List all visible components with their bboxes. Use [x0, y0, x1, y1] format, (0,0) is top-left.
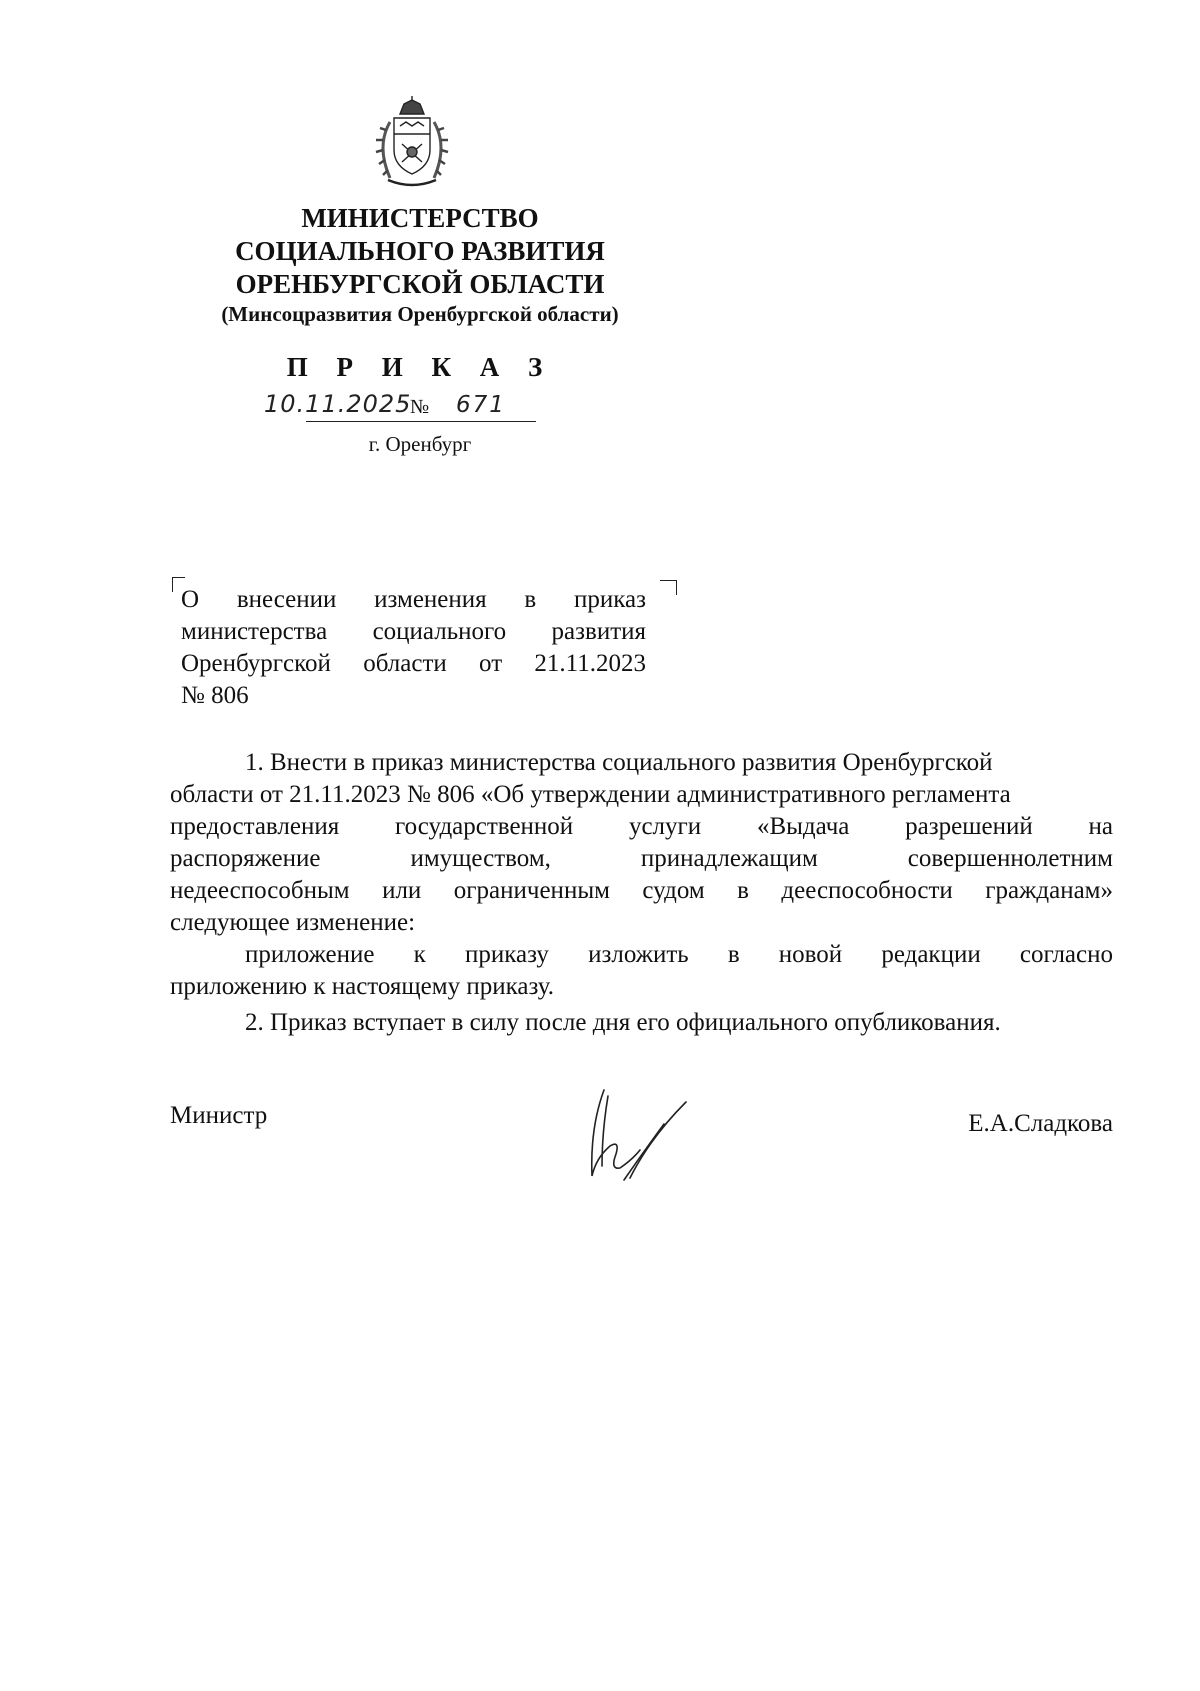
signatory-name: Е.А.Сладкова [968, 1110, 1113, 1137]
subject-line: О внесении изменения в приказ [181, 586, 646, 613]
body-line: следующее изменение: [170, 909, 416, 936]
order-number: 671 [456, 392, 506, 418]
ministry-short-name: (Минсоцразвития Оренбургской области) [221, 302, 619, 326]
body-line: 1. Внести в приказ министерства социального развития Оренбургской [245, 749, 993, 776]
body-line: приложению к настоящему приказу. [170, 973, 555, 1000]
body-line: приложение к приказу изложить в новой редакции согласно [245, 941, 1113, 968]
document-type-title: П Р И К А З [286, 352, 554, 382]
subject-line: № 806 [181, 682, 249, 709]
ministry-name-line3: ОРЕНБУРГСКОЙ ОБЛАСТИ [235, 269, 605, 299]
body-line: недееспособным или ограниченным судом в дееспособности гражданам» [170, 877, 1113, 904]
signatory-title: Министр [170, 1102, 268, 1129]
order-date: 10.11.2025 [264, 390, 412, 418]
paragraph-2 [170, 939, 1113, 1003]
handwritten-signature [580, 1088, 700, 1188]
date-number-underline [306, 421, 536, 422]
subject-line: министерства социального развития [181, 618, 646, 645]
body-line: 2. Приказ вступает в силу после дня его официального опубликования. [245, 1009, 1001, 1036]
paragraph-3 [170, 1007, 1113, 1039]
body-line: распоряжение имуществом, принадлежащим совершеннолетним [170, 845, 1113, 872]
order-subject [181, 584, 646, 712]
city-name: г. Оренбург [368, 432, 472, 456]
ministry-name-line1: МИНИСТЕРСТВО [301, 203, 539, 233]
oren-coat-of-arms-icon [364, 96, 460, 192]
order-number-label: № [410, 396, 430, 418]
paragraph-1 [170, 747, 1113, 939]
subject-bracket-right [660, 580, 677, 595]
ministry-name-line2: СОЦИАЛЬНОГО РАЗВИТИЯ [235, 236, 605, 266]
body-line: предоставления государственной услуги «Выдача разрешений на [170, 813, 1113, 840]
subject-line: Оренбургской области от 21.11.2023 [181, 650, 646, 677]
body-line: области от 21.11.2023 № 806 «Об утверждении административного регламента [170, 781, 1011, 808]
